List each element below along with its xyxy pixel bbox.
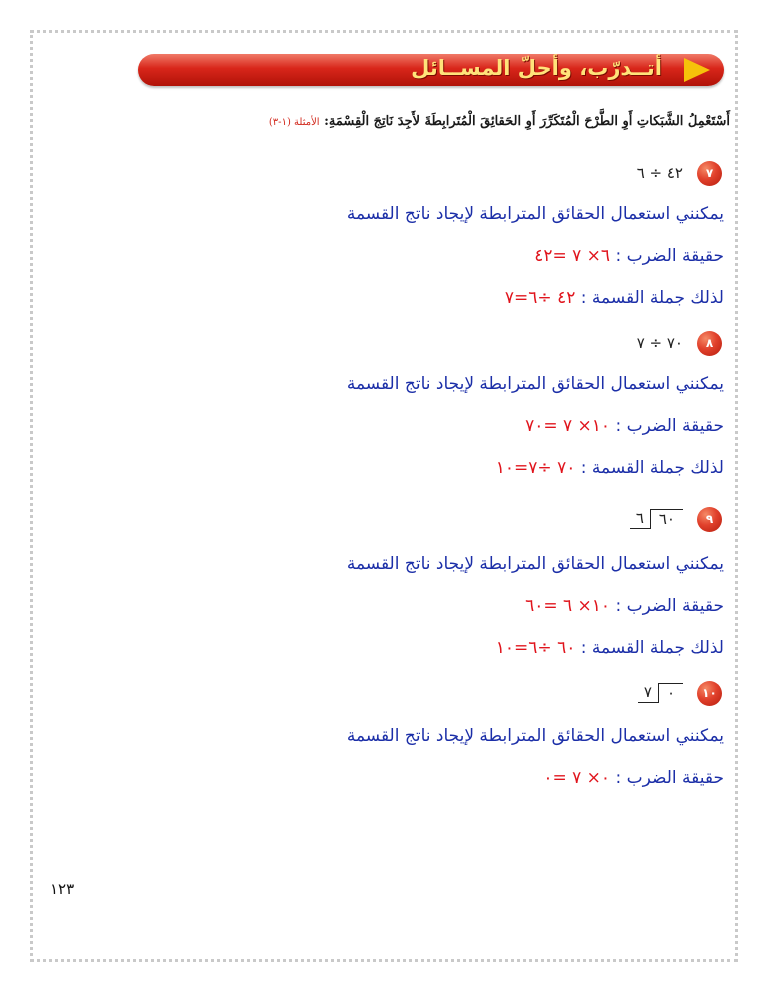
long-division-symbol [638, 683, 683, 703]
dividend: ٦٠ [650, 509, 683, 529]
method-text: يمكنني استعمال الحقائق المترابطة لإيجاد ناتج القسمة [346, 204, 724, 224]
problem-number-badge: ١٠ [697, 681, 722, 706]
division-label: لذلك جملة القسمة : [580, 638, 724, 658]
problem-10-header [638, 680, 722, 706]
division-label: لذلك جملة القسمة : [580, 458, 724, 478]
problem-expression: ٤٢ ÷ ٦ [636, 164, 683, 182]
multiplication-fact [543, 768, 724, 788]
method-text: يمكنني استعمال الحقائق المترابطة لإيجاد ناتج القسمة [346, 374, 724, 394]
division-sentence [496, 458, 724, 478]
examples-reference: الأمثلة (١-٣) [268, 117, 320, 128]
problem-7-header [637, 160, 722, 186]
multiplication-fact [525, 596, 724, 616]
page-frame [30, 30, 738, 962]
problem-number-badge: ٨ [697, 331, 722, 356]
fact-value: ١٠× ٦ =٦٠ [525, 596, 611, 616]
problem-number-badge: ٩ [697, 507, 722, 532]
problem-8-header [637, 330, 722, 356]
fact-value: ٠× ٧ =٠ [543, 768, 611, 788]
fact-value: ٦× ٧ =٤٢ [534, 246, 611, 266]
method-text: يمكنني استعمال الحقائق المترابطة لإيجاد ناتج القسمة [346, 554, 724, 574]
division-value: ٤٢ ÷٦=٧ [504, 288, 576, 308]
divisor: ٧ [638, 683, 658, 703]
problem-9-header [630, 506, 722, 532]
problem-number-badge: ٧ [697, 161, 722, 186]
fact-label: حقيقة الضرب : [615, 596, 724, 616]
fact-label: حقيقة الضرب : [615, 768, 724, 788]
instruction-main: أَسْتَعْمِلُ الشَّبَكاتِ أَوِ الطَّرْحَ الْمُتَكَرِّرَ أَوِ الحَقائِقَ الْمُتَرابِطَةَ لأَجِدَ نَاتِجَ الْقِسْمَةِ: [324, 114, 730, 129]
fact-value: ١٠× ٧ =٧٠ [525, 416, 611, 436]
division-sentence [496, 638, 724, 658]
section-banner [138, 54, 724, 86]
division-sentence [505, 288, 724, 308]
dividend: ٠ [658, 683, 683, 703]
division-label: لذلك جملة القسمة : [580, 288, 724, 308]
long-division-symbol [630, 509, 683, 529]
page-number: ١٢٣ [50, 880, 75, 898]
arrow-icon [684, 58, 710, 82]
method-text: يمكنني استعمال الحقائق المترابطة لإيجاد ناتج القسمة [346, 726, 724, 746]
problem-expression: ٧٠ ÷ ٧ [636, 334, 683, 352]
multiplication-fact [525, 416, 724, 436]
divisor: ٦ [630, 509, 650, 529]
instruction-text [30, 114, 730, 129]
division-value: ٧٠ ÷٧=١٠ [495, 458, 576, 478]
fact-label: حقيقة الضرب : [615, 246, 724, 266]
division-value: ٦٠ ÷٦=١٠ [495, 638, 576, 658]
multiplication-fact [534, 246, 724, 266]
fact-label: حقيقة الضرب : [615, 416, 724, 436]
section-title: أتــدرّب، وأحلّ المســائل [411, 56, 662, 80]
